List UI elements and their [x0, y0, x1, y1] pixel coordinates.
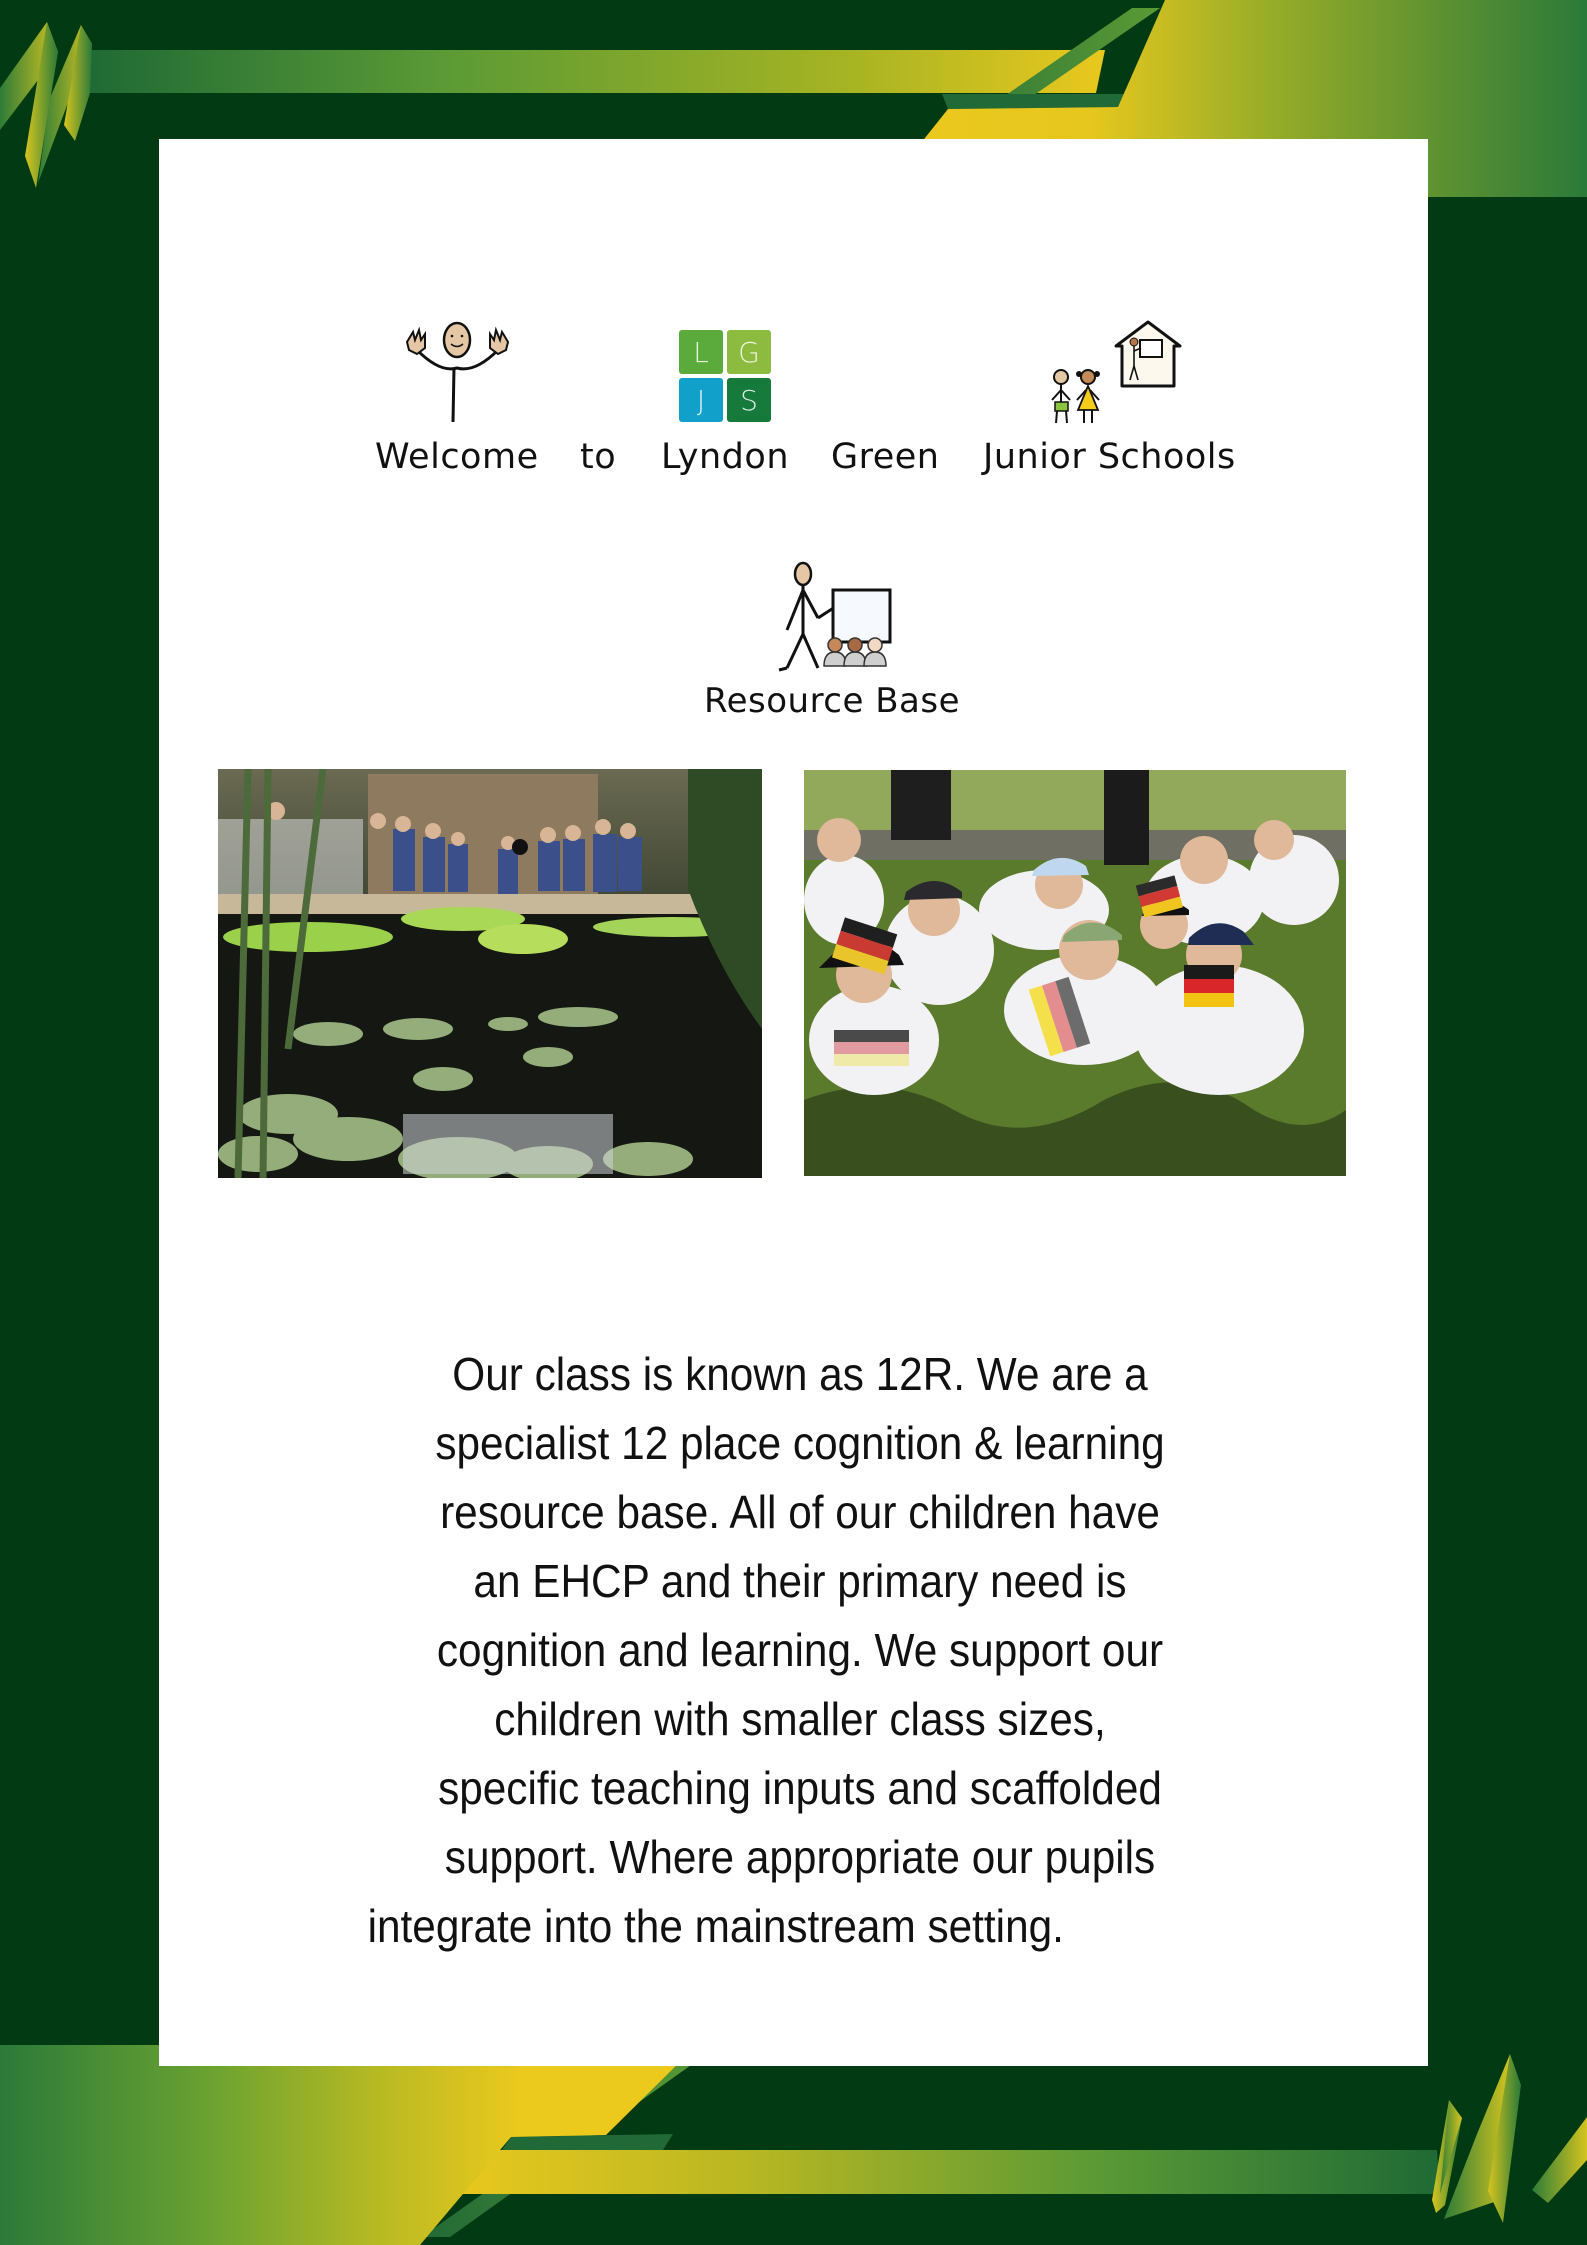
label-junior-schools: Junior Schools — [983, 437, 1236, 477]
lily-pond-image — [218, 769, 762, 1178]
top-shadow-step — [942, 94, 1128, 109]
description-line: support. Where appropriate our pupils — [444, 1831, 1156, 1883]
description-line: cognition and learning. We support our — [436, 1624, 1164, 1676]
photo-children-flags — [804, 770, 1346, 1176]
school-children-icon — [1044, 318, 1189, 428]
description-line: specific teaching inputs and scaffolded — [438, 1762, 1162, 1814]
label-resource-base: Resource Base — [704, 681, 961, 721]
logo-tile-l: L — [679, 330, 723, 374]
logo-tile-g: G — [727, 330, 771, 374]
label-welcome: Welcome — [375, 437, 539, 477]
description-line: Our class is known as 12R. We are a — [452, 1348, 1148, 1400]
bottom-decoration — [0, 2045, 1587, 2245]
label-green: Green — [831, 437, 940, 477]
teacher-class-icon — [775, 560, 893, 676]
logo-tile-s: S — [727, 378, 771, 422]
description-line: specialist 12 place cognition & learning — [435, 1417, 1165, 1469]
children-flags-image — [804, 770, 1346, 1176]
description-line: children with smaller class sizes, — [494, 1693, 1106, 1745]
bottom-ribbon-5 — [1532, 2117, 1587, 2203]
description-line: resource base. All of our children have — [440, 1486, 1160, 1538]
welcome-person-icon — [395, 318, 520, 424]
label-to: to — [580, 437, 617, 477]
lgjs-logo-icon — [679, 330, 771, 422]
class-description — [340, 1340, 1260, 1961]
bottom-band — [455, 2150, 1440, 2194]
description-line: an EHCP and their primary need is — [473, 1555, 1127, 1607]
logo-tile-j: J — [679, 378, 723, 422]
label-lyndon: Lyndon — [661, 437, 789, 477]
top-band — [88, 50, 1105, 93]
description-line: integrate into the mainstream setting. — [367, 1900, 1064, 1952]
photo-lily-pond-trip — [218, 769, 762, 1178]
